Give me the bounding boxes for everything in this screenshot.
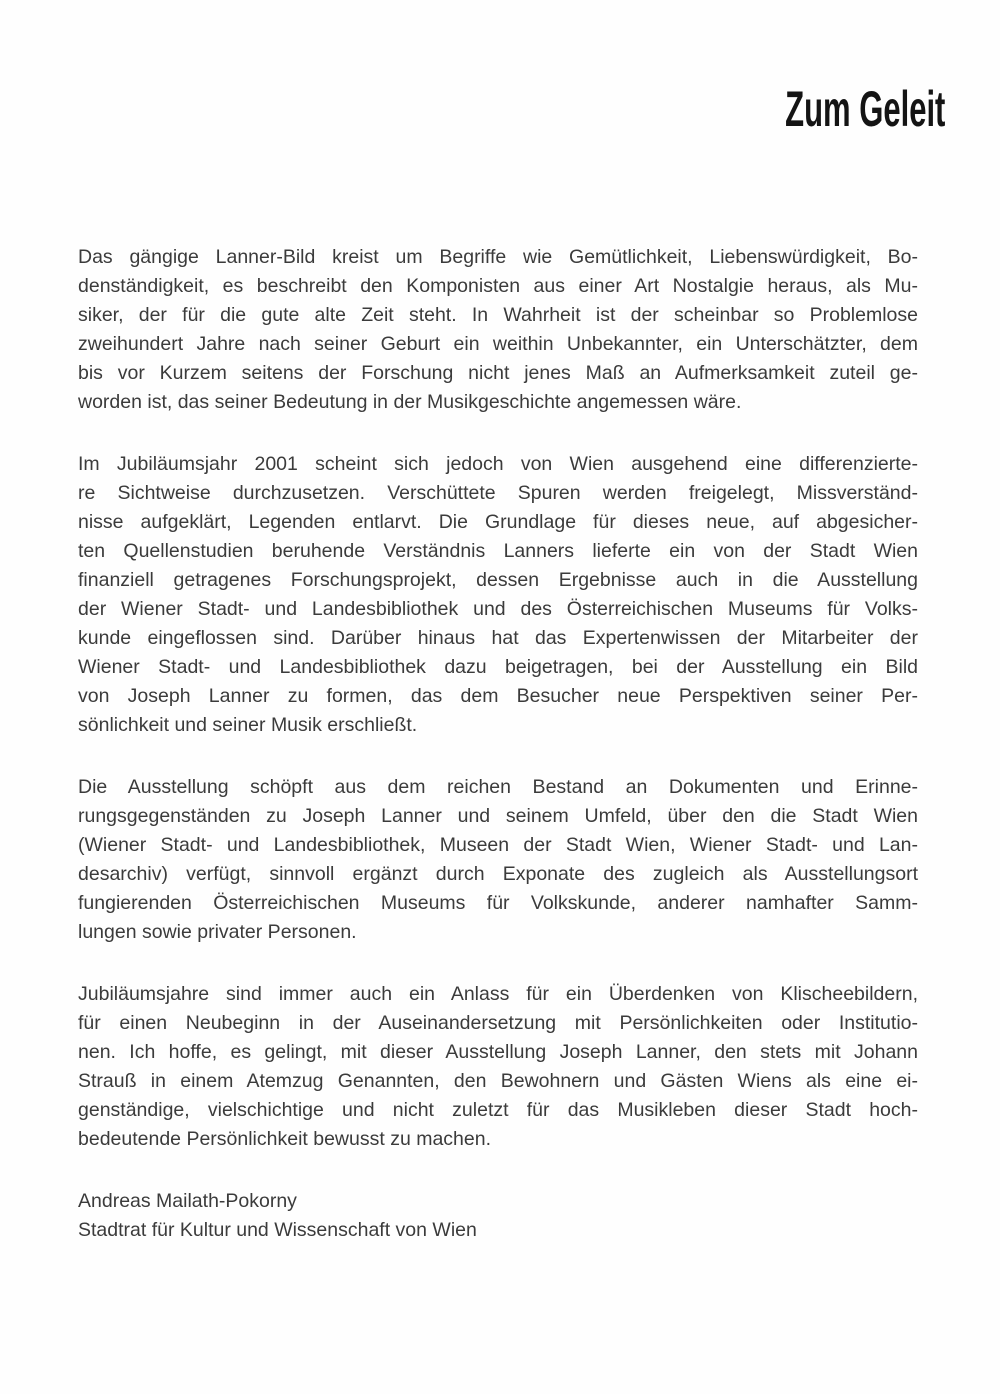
text-line: Im Jubiläumsjahr 2001 scheint sich jedoch von Wien ausgehend eine differenzierte-	[78, 453, 918, 475]
paragraph	[78, 243, 918, 417]
text-line: Die Ausstellung schöpft aus dem reichen Bestand an Dokumenten und Erinne-	[78, 776, 918, 798]
text-line: Jubiläumsjahre sind immer auch ein Anlass für ein Überdenken von Klischeebildern,	[78, 983, 918, 1005]
text-line: re Sichtweise durchzusetzen. Verschüttete Spuren werden freigelegt, Missverständ-	[78, 482, 918, 504]
text-line: lungen sowie privater Personen.	[78, 921, 357, 943]
text-line: (Wiener Stadt- und Landesbibliothek, Museen der Stadt Wien, Wiener Stadt- und Lan-	[78, 834, 918, 856]
text-line: worden ist, das seiner Bedeutung in der Musikgeschichte angemessen wäre.	[78, 391, 742, 413]
paragraph	[78, 450, 918, 740]
body-text	[78, 243, 918, 1245]
signature-name: Andreas Mailath-Pokorny	[78, 1190, 297, 1212]
paragraph	[78, 980, 918, 1154]
text-line: Strauß in einem Atemzug Genannten, den Bewohnern und Gästen Wiens als eine ei-	[78, 1070, 918, 1092]
text-line: fungierenden Österreichischen Museums für Volkskunde, anderer namhafter Samm-	[78, 892, 918, 914]
text-line: nen. Ich hoffe, es gelingt, mit dieser Ausstellung Joseph Lanner, den stets mit Johann	[78, 1041, 918, 1063]
text-line: kunde eingeflossen sind. Darüber hinaus hat das Expertenwissen der Mitarbeiter der	[78, 627, 918, 649]
text-line: genständige, vielschichtige und nicht zuletzt für das Musikleben dieser Stadt hoch-	[78, 1099, 918, 1121]
text-line: ten Quellenstudien beruhende Verständnis Lanners lieferte ein von der Stadt Wien	[78, 540, 918, 562]
text-line: bedeutende Persönlichkeit bewusst zu machen.	[78, 1128, 492, 1150]
text-line: siker, der für die gute alte Zeit steht. In Wahrheit ist der scheinbar so Problemlose	[78, 304, 918, 326]
text-line: Das gängige Lanner-Bild kreist um Begriffe wie Gemütlichkeit, Liebenswürdigkeit, Bo-	[78, 246, 918, 268]
signature-block	[78, 1187, 918, 1245]
signature-role: Stadtrat für Kultur und Wissenschaft von Wien	[78, 1219, 477, 1241]
text-line: Wiener Stadt- und Landesbibliothek dazu beigetragen, bei der Ausstellung ein Bild	[78, 656, 918, 678]
text-line: der Wiener Stadt- und Landesbibliothek und des Österreichischen Museums für Volks-	[78, 598, 918, 620]
text-line: bis vor Kurzem seitens der Forschung nicht jenes Maß an Aufmerksamkeit zuteil ge-	[78, 362, 918, 384]
text-line: desarchiv) verfügt, sinnvoll ergänzt durch Exponate des zugleich als Ausstellungsort	[78, 863, 918, 885]
paragraph	[78, 773, 918, 947]
text-line: sönlichkeit und seiner Musik erschließt.	[78, 714, 418, 736]
text-line: nisse aufgeklärt, Legenden entlarvt. Die Grundlage für dieses neue, auf abgesicher-	[78, 511, 918, 533]
text-line: zweihundert Jahre nach seiner Geburt ein weithin Unbekannter, ein Unterschätzter, dem	[78, 333, 918, 355]
page-title: Zum Geleit	[784, 81, 945, 137]
text-line: finanziell getragenes Forschungsprojekt, dessen Ergebnisse auch in die Ausstellung	[78, 569, 918, 591]
text-line: denständigkeit, es beschreibt den Komponisten aus einer Art Nostalgie heraus, als Mu-	[78, 275, 918, 297]
text-line: von Joseph Lanner zu formen, das dem Besucher neue Perspektiven seiner Per-	[78, 685, 918, 707]
text-line: für einen Neubeginn in der Auseinandersetzung mit Persönlichkeiten oder Institutio-	[78, 1012, 918, 1034]
text-line: rungsgegenständen zu Joseph Lanner und seinem Umfeld, über den die Stadt Wien	[78, 805, 918, 827]
